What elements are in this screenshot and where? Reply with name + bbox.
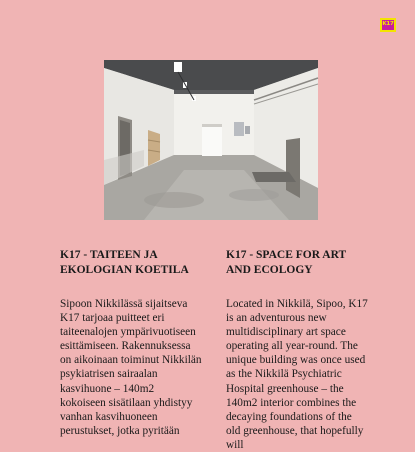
k17-logo-icon[interactable] — [380, 18, 396, 32]
column-finnish — [60, 248, 202, 438]
logo-text: K17 — [382, 21, 394, 28]
heading-finnish: K17 - TAITEEN JA EKOLOGIAN KOETILA — [60, 249, 189, 276]
paragraph-english: Located in Nikkilä, Sipoo, K17 is an adventurous new multidisciplinary art space operating all year-round. The unique building was once used as the Nikkilä Psychiatric Hospital greenhouse – the 140m2 interior combines the decaying foundations of the old greenhouse, that hopefully will — [226, 298, 368, 451]
heading-english: K17 - SPACE FOR ART AND ECOLOGY — [226, 249, 346, 276]
paragraph-finnish: Sipoon Nikkilässä sijaitseva K17 tarjoaa puitteet eri taiteenalojen ympärivuotiseen esittämiseen. Rakennuksessa on aikoinaan toiminut Nikkilän psykiatrisen sairaalan kasvihuone – 140m2 kokoiseen sisätilaan yhdistyy vanhan kasvihuoneen perustukset, jotka pyritään — [60, 298, 202, 437]
hero-image — [104, 60, 318, 220]
column-english — [226, 248, 368, 452]
